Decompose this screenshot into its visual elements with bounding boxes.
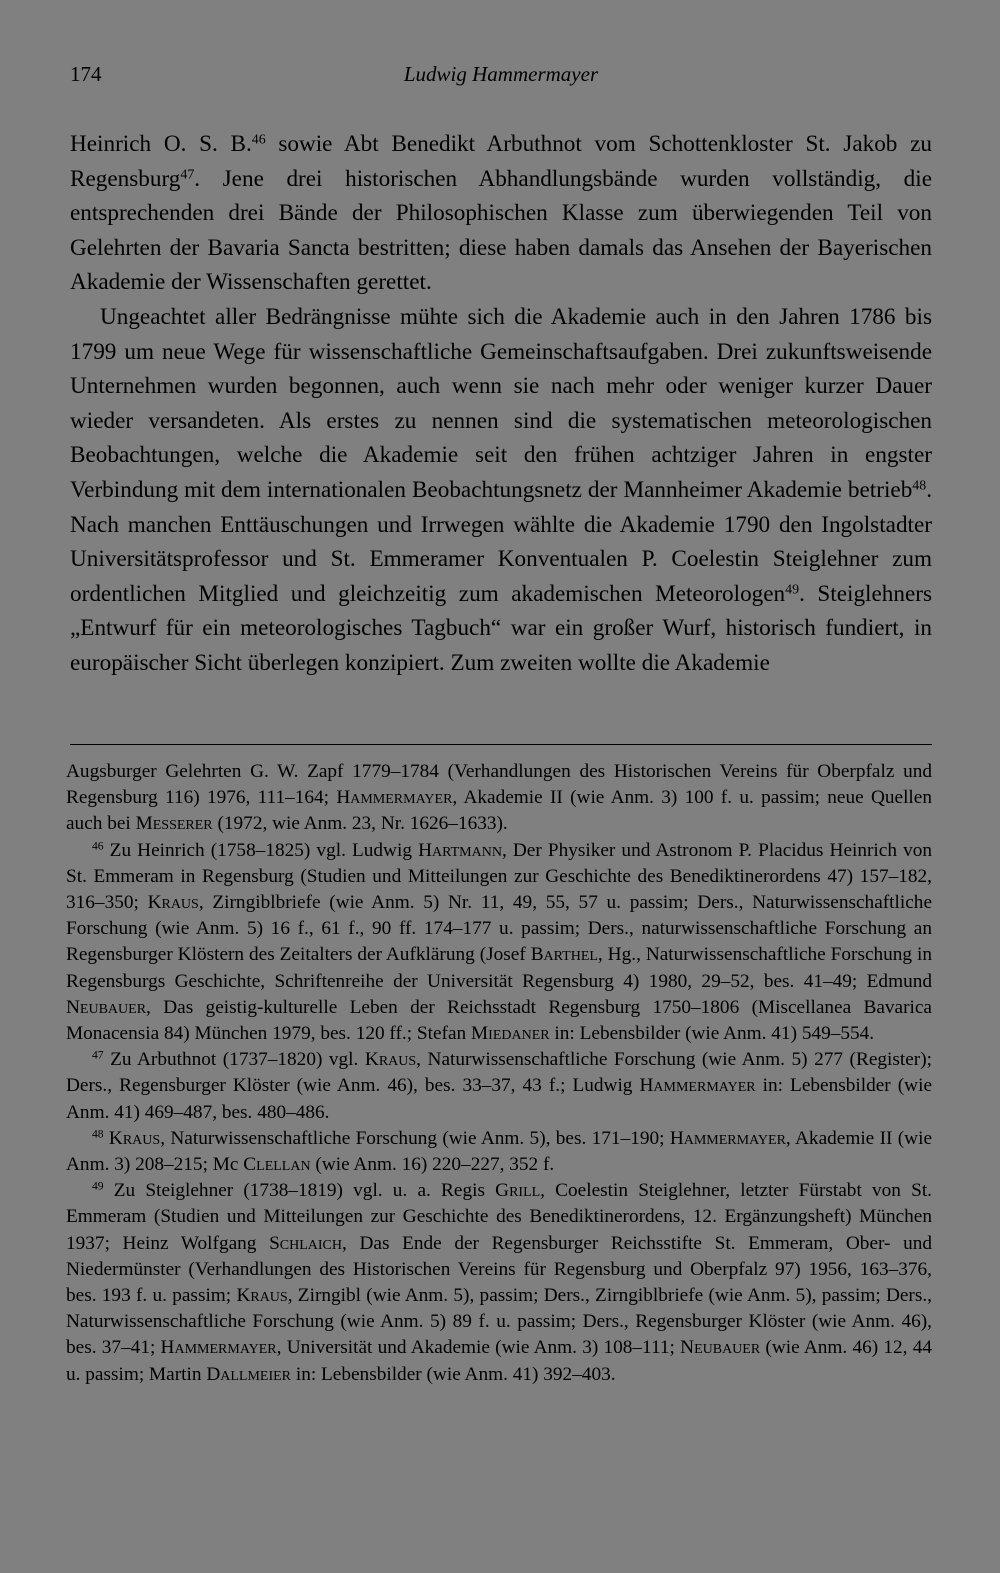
footnote-47 bbox=[66, 1047, 932, 1126]
author-name: Messerer bbox=[135, 813, 213, 835]
text-run: , Akademie II (wie Anm. 3) 208–215; Mc bbox=[66, 1127, 933, 1176]
text-run: , Naturwissenschaftliche Forschung (wie Anm. 5), bes. 171–190; bbox=[160, 1127, 670, 1149]
text-run: in: Lebensbilder (wie Anm. 41) 469–487, bes. 480–486. bbox=[66, 1075, 932, 1123]
running-head: Ludwig Hammermayer bbox=[403, 62, 599, 86]
author-name: Hartmann bbox=[418, 839, 502, 861]
footnotes bbox=[66, 759, 932, 1388]
text-run: , Zirngibl (wie Anm. 5), passim; Ders., Zirngiblbriefe (wie Anm. 5), passim; Ders., Naturwissenschaftliche Forschung (wie Anm. 5) 89 f. u. passim; Ders., Regensburger Klöster (wie Anm. 46), bes. 37–41; bbox=[66, 1285, 932, 1359]
text-run: . Steiglehners „Entwurf für ein meteorologisches Tagbuch“ war ein großer Wurf, historisch fundiert, in europäischer Sicht überlegen konzipiert. Zum zweiten wollte die Akademie bbox=[70, 580, 933, 676]
footnote-49 bbox=[66, 1178, 932, 1388]
paragraph-2 bbox=[70, 300, 932, 681]
author-name: Clellan bbox=[243, 1154, 311, 1176]
text-run: , Coelestin Steiglehner, letzter Fürstabt von St. Emmeram (Studien und Mitteilungen zur Geschichte des Benediktinerordens, 12. Ergänzungsheft) München 1937; Heinz Wolfgang bbox=[66, 1180, 932, 1254]
text-run: (1972, wie Anm. 23, Nr. 1626–1633). bbox=[212, 813, 508, 835]
text-run: . Jene drei historischen Abhandlungsbände wurden vollständig, die entsprechenden drei Bände der Philosophischen Klasse zum überwiegenden Teil von Gelehrten der Bavaria Sancta bestritten; diese haben damals das Ansehen der Bayerischen Akademie der Wissenschaften gerettet. bbox=[70, 165, 932, 296]
footnote-ref-47: 47 bbox=[180, 166, 195, 182]
footnote-ref-46: 46 bbox=[251, 132, 266, 148]
author-name: Kraus bbox=[364, 1049, 417, 1071]
text-run: , Naturwissenschaftliche Forschung (wie Anm. 5) 277 (Register); Ders., Regensburger Klöster (wie Anm. 46), bes. 33–37, 43 f.; Ludwig bbox=[66, 1049, 932, 1097]
author-name: Hammermayer bbox=[160, 1337, 277, 1359]
page-number: 174 bbox=[70, 62, 102, 86]
author-name: Neubauer bbox=[66, 996, 147, 1018]
author-name: Kraus bbox=[147, 892, 199, 914]
footnote-number: 47 bbox=[92, 1048, 104, 1062]
text-run: in: Lebensbilder (wie Anm. 41) 392–403. bbox=[291, 1363, 616, 1385]
footnote-number: 49 bbox=[92, 1179, 104, 1193]
footnote-46 bbox=[66, 838, 932, 1048]
footnote-number: 46 bbox=[92, 839, 104, 853]
text-run: , Hg., Naturwissenschaftliche Forschung in Regensburgs Geschichte, Schriftenreihe der Universität Regensburg 4) 1980, 29–52, bes. 41–49; Edmund bbox=[66, 944, 932, 992]
author-name: Kraus bbox=[108, 1127, 161, 1149]
main-text bbox=[70, 127, 932, 681]
text-run: Augsburger Gelehrten G. W. Zapf 1779–1784 (Verhandlungen des Historischen Vereins für Oberpfalz und Regensburg 116) 1976, 111–164; bbox=[66, 761, 932, 809]
text-run: Heinrich O. S. B. bbox=[70, 131, 252, 157]
author-name: Schlaich bbox=[269, 1232, 343, 1254]
text-run: . Nach manchen Enttäuschungen und Irrwegen wählte die Akademie 1790 den Ingolstadter Universitätsprofessor und St. Emmeramer Konventualen P. Coelestin Steiglehner zum ordentlichen Mitglied und gleichzeitig zum akademischen Meteorologen bbox=[70, 476, 932, 607]
text-run: Zu Heinrich (1758–1825) vgl. Ludwig bbox=[103, 839, 419, 861]
text-run: in: Lebensbilder (wie Anm. 41) 549–554. bbox=[549, 1023, 875, 1045]
author-name: Hammermayer bbox=[336, 787, 453, 809]
author-name: Miedaner bbox=[471, 1023, 550, 1045]
author-name: Hammermayer bbox=[669, 1127, 786, 1149]
footnote-ref-49: 49 bbox=[785, 582, 800, 598]
footnote-number: 48 bbox=[92, 1127, 104, 1141]
page-header bbox=[70, 62, 932, 92]
text-run: , Universität und Akademie (wie Anm. 3) 108–111; bbox=[276, 1337, 681, 1359]
paragraph-1 bbox=[70, 127, 932, 300]
text-run: , Das geistig-kulturelle Leben der Reichsstadt Regensburg 1750–1806 (Miscellanea Bavarica Monacensia 84) München 1979, bes. 120 ff.; Stefan bbox=[66, 996, 932, 1045]
text-run: , Akademie II (wie Anm. 3) 100 f. u. passim; neue Quellen auch bei bbox=[66, 787, 932, 835]
author-name: Neubauer bbox=[680, 1337, 761, 1359]
text-run: Zu Arbuthnot (1737–1820) vgl. bbox=[103, 1049, 365, 1071]
footnote-ref-48: 48 bbox=[912, 478, 927, 494]
text-run: Ungeachtet aller Bedrängnisse mühte sich die Akademie auch in den Jahren 1786 bis 1799 um neue Wege für wissenschaftliche Gemeinschaftsaufgaben. Drei zukunftsweisende Unternehmen wurden begonnen, auch wenn sie nach mehr oder weniger kurzer Dauer wieder versandeten. Als erstes zu nennen sind die systematischen meteorologischen Beobachtungen, welche die Akademie seit den frühen achtziger Jahren in engster Verbindung mit dem internationalen Beobachtungsnetz der Mannheimer Akademie betrieb bbox=[70, 303, 932, 503]
text-run: (wie Anm. 16) 220–227, 352 f. bbox=[310, 1154, 555, 1176]
footnote-continuation bbox=[66, 759, 932, 838]
text-run: , Der Physiker und Astronom P. Placidus Heinrich von St. Emmeram in Regensburg (Studien und Mitteilungen zur Geschichte des Benediktinerordens 47) 157–182, 316–350; bbox=[66, 839, 932, 914]
text-run: , Das Ende der Regensburger Reichsstifte St. Emmeram, Ober- und Niedermünster (Verhandlungen des Historischen Vereins für Regensburg und Oberpfalz 97) 1956, 163–376, bes. 193 f. u. passim; bbox=[66, 1232, 933, 1307]
author-name: Kraus bbox=[236, 1285, 288, 1307]
author-name: Barthel bbox=[530, 944, 598, 966]
text-run: Zu Steiglehner (1738–1819) vgl. u. a. Regis bbox=[103, 1180, 496, 1202]
author-name: Dallmeier bbox=[206, 1363, 292, 1385]
text-run: sowie Abt Benedikt Arbuthnot vom Schottenkloster St. Jakob zu Regensburg bbox=[70, 131, 932, 192]
footnote-separator bbox=[70, 744, 932, 745]
footnote-48 bbox=[66, 1126, 932, 1178]
author-name: Hammermayer bbox=[639, 1075, 756, 1097]
text-run: , Zirngiblbriefe (wie Anm. 5) Nr. 11, 49, 55, 57 u. passim; Ders., Naturwissenschaftliche Forschung (wie Anm. 5) 16 f., 61 f., 90 ff. 174–177 u. passim; Ders., naturwissenschaftliche Forschung an Regensburger Klöstern des Zeitalters der Aufklärung (Josef bbox=[66, 892, 932, 966]
author-name: Grill bbox=[495, 1180, 541, 1202]
text-run: (wie Anm. 46) 12, 44 u. passim; Martin bbox=[66, 1337, 932, 1385]
